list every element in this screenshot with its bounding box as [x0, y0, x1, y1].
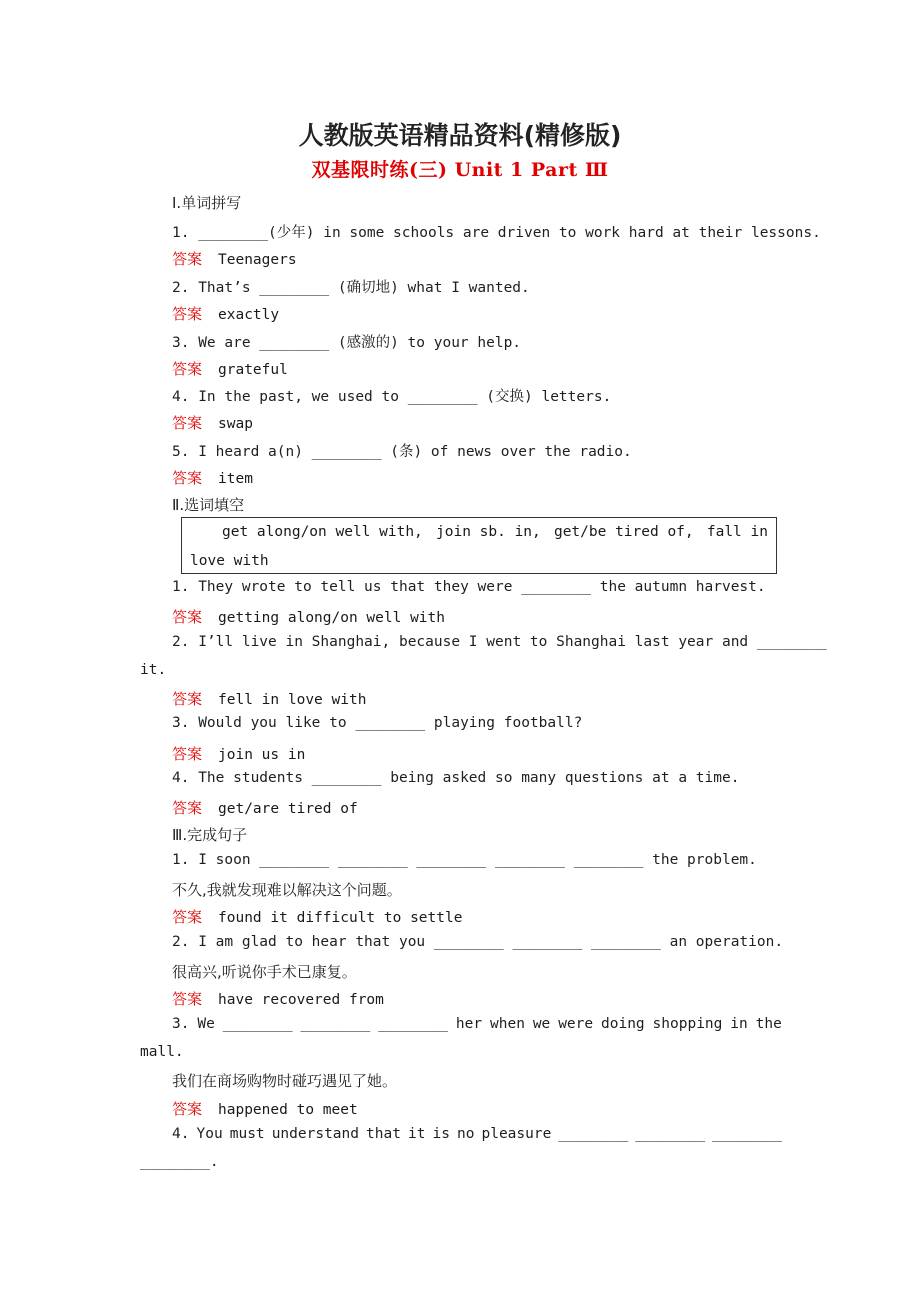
- word: her: [455, 1016, 483, 1032]
- word: we: [532, 1016, 551, 1032]
- blank: ________: [222, 1016, 293, 1032]
- answer-line: [172, 606, 445, 627]
- word: shopping: [652, 1016, 723, 1032]
- answer-line: [172, 303, 279, 324]
- answer-text: Teenagers: [218, 252, 297, 268]
- answer-text: fell in love with: [218, 692, 367, 708]
- word: is: [432, 1126, 450, 1142]
- blank: ________: [635, 1126, 706, 1142]
- document-title: 人教版英语精品资料(精修版): [298, 121, 622, 150]
- word: You: [196, 1126, 223, 1142]
- word: must: [229, 1126, 265, 1142]
- answer-line: [172, 358, 288, 379]
- word: in: [730, 1016, 748, 1032]
- section-heading: Ⅱ.选词填空: [172, 496, 245, 514]
- answer-label: 答案: [172, 608, 203, 626]
- word: it: [407, 1126, 426, 1142]
- question-text: 5. I heard a(n) ________ (条) of news over the radio.: [172, 444, 632, 460]
- word: 3.: [172, 1016, 190, 1032]
- word: no: [456, 1126, 475, 1142]
- answer-line: [172, 248, 297, 269]
- answer-label: 答案: [172, 690, 203, 708]
- answer-line: [172, 743, 305, 764]
- answer-text: grateful: [218, 362, 288, 378]
- word: 4.: [172, 1126, 190, 1142]
- section-heading: Ⅲ.完成句子: [172, 826, 248, 844]
- answer-label: 答案: [172, 799, 203, 817]
- answer-label: 答案: [172, 360, 203, 378]
- answer-line: [172, 412, 253, 433]
- answer-line: [172, 467, 253, 488]
- question-text: 1. ________(少年) in some schools are driven to work hard at their lessons.: [172, 225, 821, 241]
- answer-label: 答案: [172, 250, 203, 268]
- answer-line: [172, 906, 462, 927]
- answer-label: 答案: [172, 305, 203, 323]
- question-text: 4. In the past, we used to ________ (交换) letters.: [172, 389, 612, 405]
- blank: ________: [712, 1126, 782, 1142]
- word: doing: [601, 1016, 645, 1032]
- word-bank-wrap: love with: [190, 553, 269, 569]
- answer-line: [172, 797, 358, 818]
- chinese-prompt: 很高兴,听说你手术已康复。: [172, 963, 357, 981]
- word-bank-box: [181, 517, 777, 574]
- word: the: [755, 1016, 782, 1032]
- chinese-prompt: 我们在商场购物时碰巧遇见了她。: [172, 1072, 398, 1090]
- blank: ________: [300, 1016, 371, 1032]
- answer-text: have recovered from: [218, 992, 384, 1008]
- answer-text: swap: [218, 416, 253, 432]
- word: were: [558, 1016, 594, 1032]
- answer-line: [172, 1098, 358, 1119]
- answer-line: [172, 688, 366, 709]
- question-text: 4. The students ________ being asked so many questions at a time.: [172, 770, 740, 786]
- answer-label: 答案: [172, 908, 203, 926]
- answer-label: 答案: [172, 414, 203, 432]
- word-bank-phrase: fall in: [706, 524, 768, 540]
- answer-label: 答案: [172, 1100, 203, 1118]
- answer-text: happened to meet: [218, 1102, 358, 1118]
- answer-text: found it difficult to settle: [218, 910, 463, 926]
- answer-text: join us in: [218, 747, 306, 763]
- section-heading: Ⅰ.单词拼写: [172, 194, 242, 212]
- word: We: [197, 1016, 215, 1032]
- question-text: 3. We are ________ (感激的) to your help.: [172, 335, 522, 351]
- word-bank-phrase: get/be tired of,: [553, 524, 694, 540]
- exercise-subtitle: 双基限时练(三) Unit 1 Part Ⅲ: [311, 159, 609, 181]
- blank: ________: [378, 1016, 449, 1032]
- question-text: [172, 1016, 782, 1032]
- blank: ________: [558, 1126, 629, 1142]
- question-continuation: it.: [140, 662, 167, 678]
- question-text: [172, 1126, 782, 1142]
- question-continuation: ________.: [140, 1154, 219, 1170]
- word: pleasure: [481, 1126, 552, 1142]
- answer-text: get/are tired of: [218, 801, 358, 817]
- answer-label: 答案: [172, 990, 203, 1008]
- answer-label: 答案: [172, 745, 203, 763]
- word-bank-row: [222, 524, 768, 540]
- word-bank-phrase: get along/on well with,: [222, 524, 423, 540]
- question-continuation: mall.: [140, 1044, 184, 1060]
- word-bank-phrase: join sb. in,: [436, 524, 541, 540]
- question-text: 2. I’ll live in Shanghai, because I went to Shanghai last year and ________: [172, 634, 827, 650]
- question-text: 1. I soon ________ ________ ________ ________ ________ the problem.: [172, 852, 757, 868]
- question-text: 2. I am glad to hear that you ________ ________ ________ an operation.: [172, 934, 784, 950]
- answer-label: 答案: [172, 469, 203, 487]
- chinese-prompt: 不久,我就发现难以解决这个问题。: [172, 881, 402, 899]
- answer-text: getting along/on well with: [218, 610, 445, 626]
- question-text: 1. They wrote to tell us that they were ________ the autumn harvest.: [172, 579, 766, 595]
- question-text: 3. Would you like to ________ playing football?: [172, 715, 583, 731]
- word: understand: [271, 1126, 359, 1142]
- word: that: [366, 1126, 401, 1142]
- question-text: 2. That’s ________ (确切地) what I wanted.: [172, 280, 530, 296]
- answer-text: exactly: [218, 307, 280, 323]
- word: when: [490, 1016, 525, 1032]
- answer-line: [172, 988, 384, 1009]
- answer-text: item: [218, 471, 253, 487]
